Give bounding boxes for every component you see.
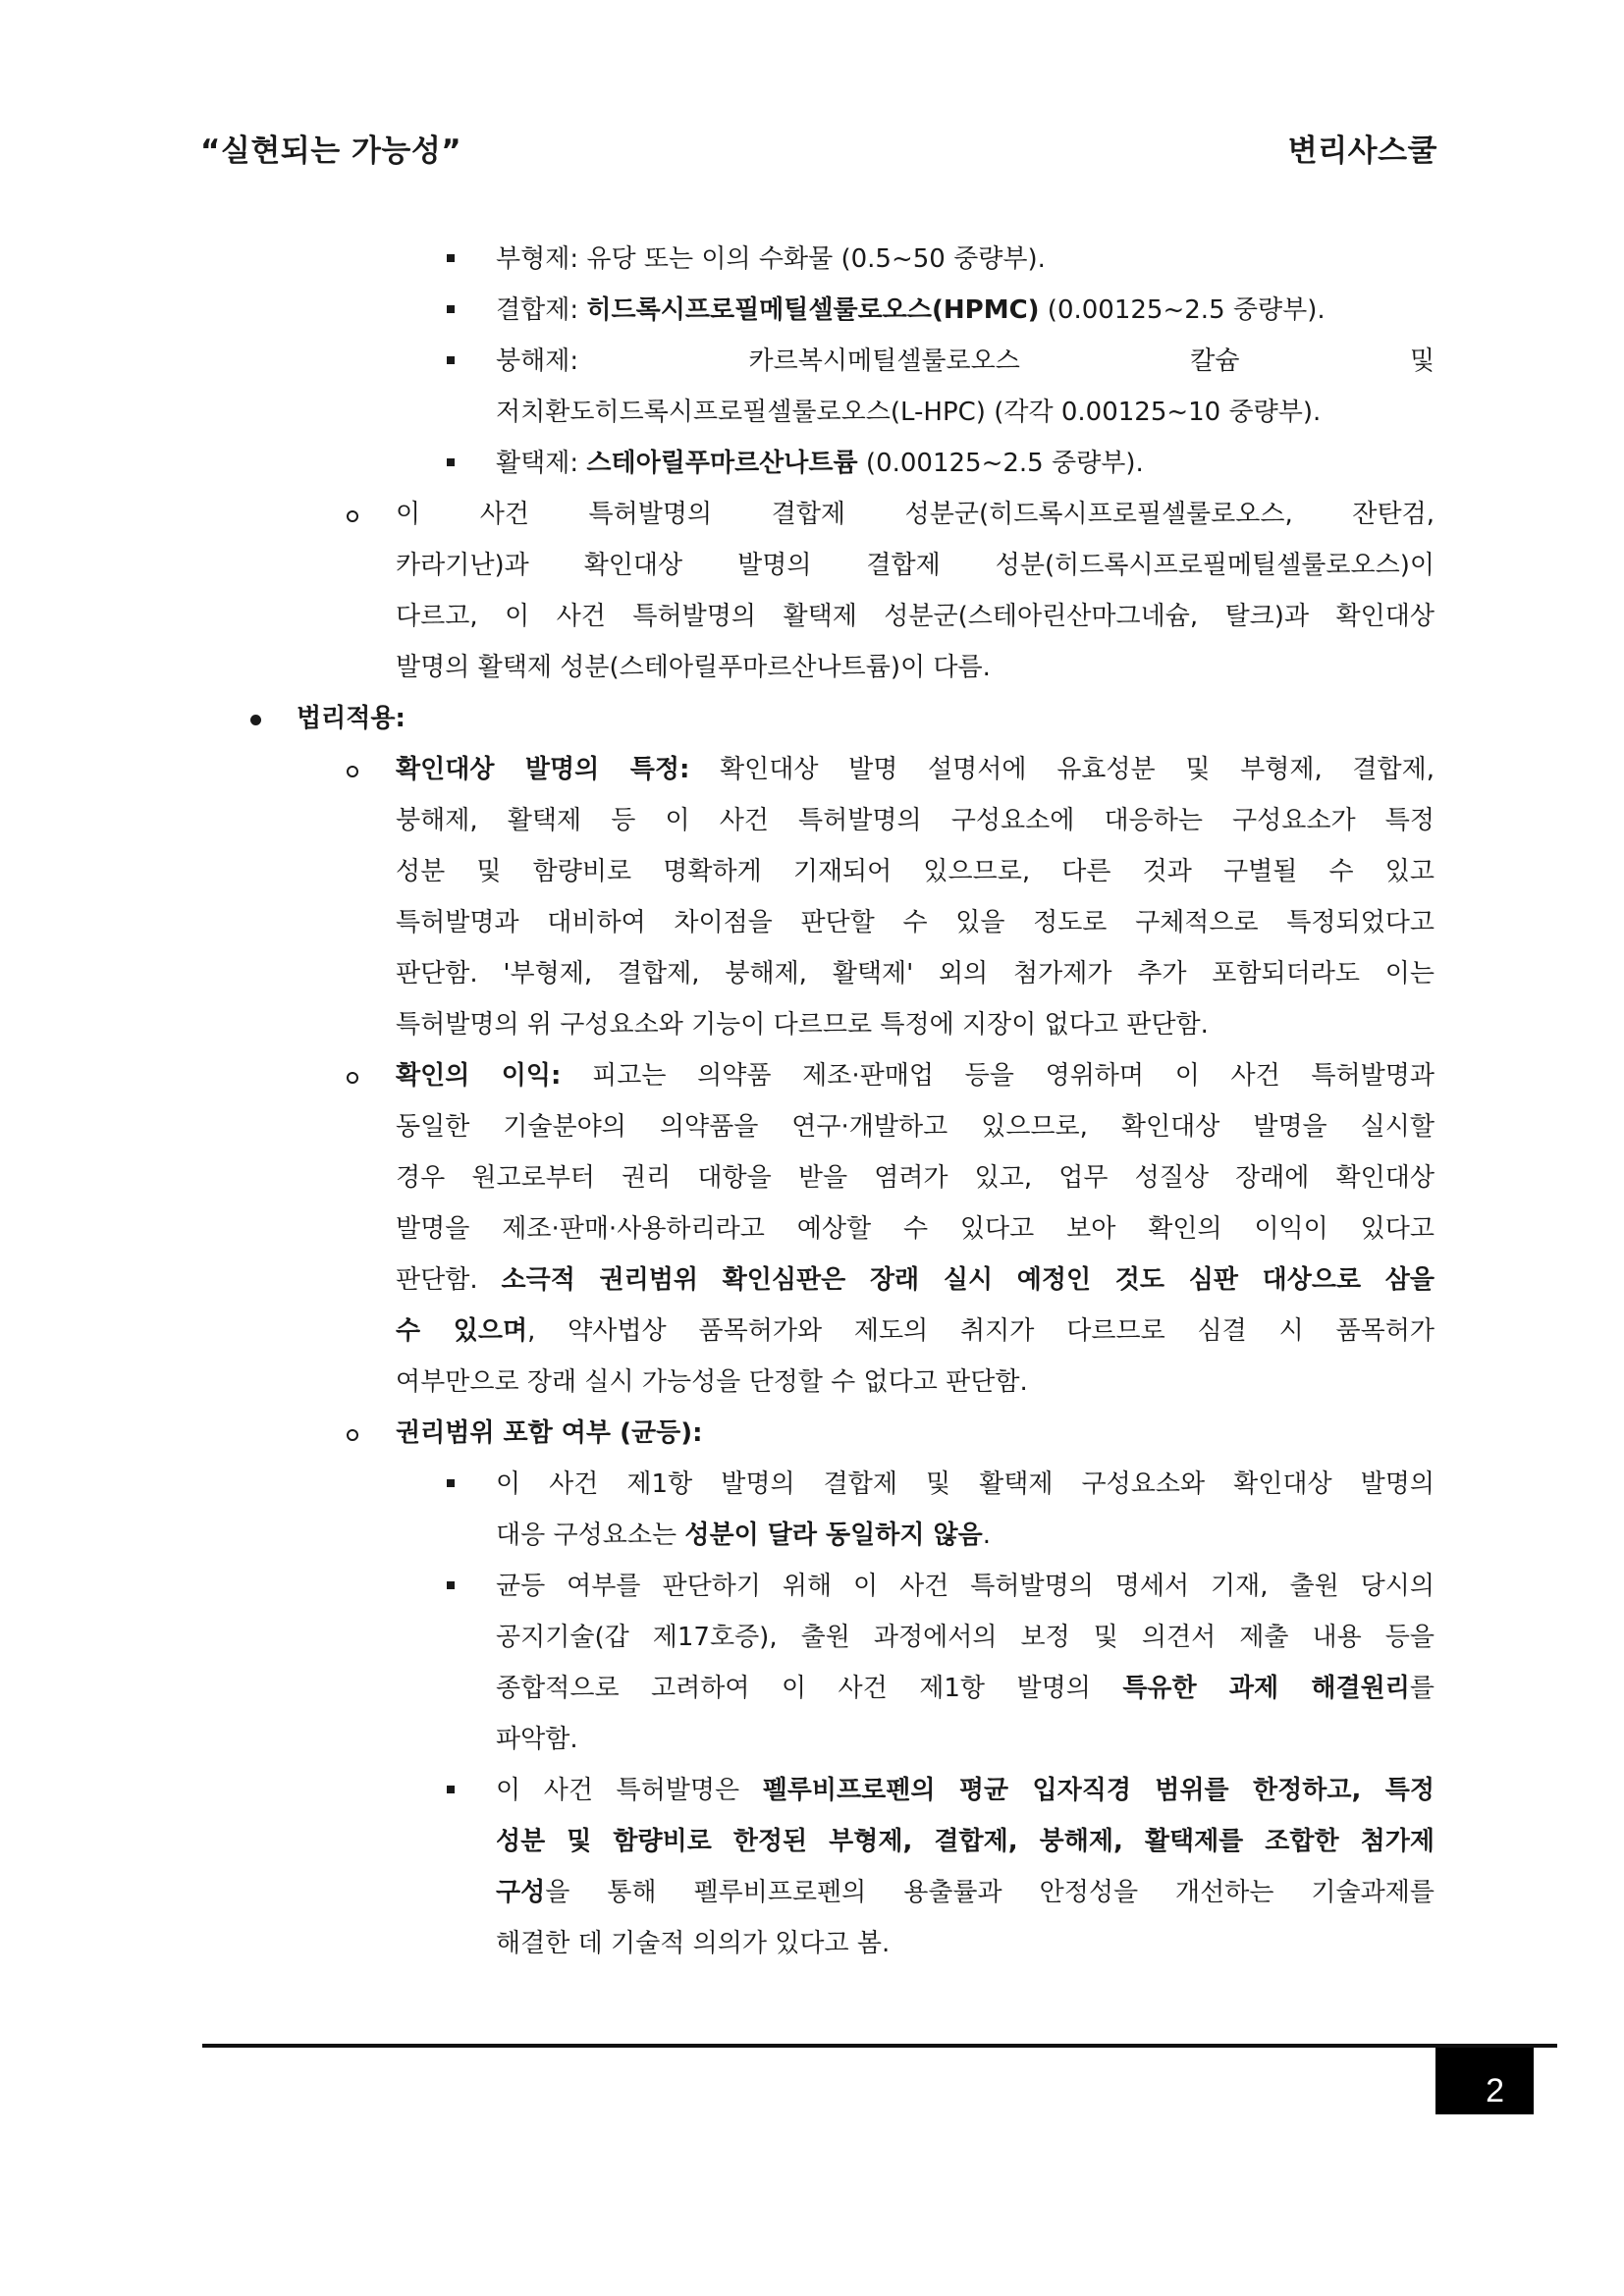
circle-bullet-icon [347, 1429, 358, 1441]
scope-item-line: 종합적으로 고려하여 이 사건 제1항 발명의 특유한 과제 해결원리를 [496, 1674, 1435, 1703]
header-title: “실현되는 가능성” [200, 133, 462, 169]
binder-item: 결합제: 히드록시프로필메틸셀룰로오스(HPMC) (0.00125~2.5 중량부). [496, 295, 1326, 325]
interest-line: 경우 원고로부터 권리 대항을 받을 염려가 있고, 업무 성질상 장래에 확인대상 [396, 1163, 1435, 1193]
footer-rule [202, 2044, 1557, 2048]
page-number-box [1435, 2048, 1534, 2114]
law-heading: 법리적용: [297, 704, 406, 733]
header-brand: 변리사스쿨 [1287, 133, 1437, 169]
comparison-line: 카라기난)과 확인대상 발명의 결합제 성분(히드록시프로필메틸셀룰로오스)이 [396, 551, 1435, 580]
interest-line: 동일한 기술분야의 의약품을 연구·개발하고 있으므로, 확인대상 발명을 실시할 [396, 1112, 1435, 1142]
circle-bullet-icon [347, 510, 358, 522]
interest-line: 여부만으로 장래 실시 가능성을 단정할 수 없다고 판단함. [396, 1367, 1028, 1397]
specificity-line: 붕해제, 활택제 등 이 사건 특허발명의 구성요소에 대응하는 구성요소가 특정 [396, 806, 1435, 835]
specificity-line: 특허발명의 위 구성요소와 기능이 다르므로 특정에 지장이 없다고 판단함. [396, 1010, 1209, 1040]
disintegrant-item-line1: 붕해제: 카르복시메틸셀룰로오스 칼슘 및 [496, 347, 1435, 376]
comparison-line: 이 사건 특허발명의 결합제 성분군(히드록시프로필셀룰로오스, 잔탄검, [396, 500, 1435, 529]
excipient-item: 부형제: 유당 또는 이의 수화물 (0.5~50 중량부). [496, 244, 1046, 274]
circle-bullet-icon [347, 1072, 358, 1084]
scope-item-line: 이 사건 제1항 발명의 결합제 및 활택제 구성요소와 확인대상 발명의 [496, 1469, 1435, 1499]
scope-item-line: 대응 구성요소는 성분이 달라 동일하지 않음. [496, 1521, 992, 1550]
comparison-line: 발명의 활택제 성분(스테아릴푸마르산나트륨)이 다름. [396, 653, 991, 682]
scope-item-line: 성분 및 함량비로 한정된 부형제, 결합제, 붕해제, 활택제를 조합한 첨가제 [496, 1827, 1435, 1856]
scope-item-line: 이 사건 특허발명은 펠루비프로펜의 평균 입자직경 범위를 한정하고, 특정 [496, 1776, 1435, 1805]
page-number: 2 [1486, 2072, 1504, 2109]
specificity-line: 성분 및 함량비로 명확하게 기재되어 있으므로, 다른 것과 구별될 수 있고 [396, 857, 1435, 886]
scope-item-line: 구성을 통해 펠루비프로펜의 용출률과 안정성을 개선하는 기술과제를 [496, 1878, 1435, 1907]
square-bullet-icon [447, 458, 455, 466]
scope-item-line: 균등 여부를 판단하기 위해 이 사건 특허발명의 명세서 기재, 출원 당시의 [496, 1572, 1435, 1601]
square-bullet-icon [447, 1581, 455, 1589]
square-bullet-icon [447, 356, 455, 364]
square-bullet-icon [447, 254, 455, 262]
scope-item-line: 파악함. [496, 1725, 578, 1754]
interest-line: 판단함. 소극적 권리범위 확인심판은 장래 실시 예정인 것도 심판 대상으로 삼을 [396, 1265, 1435, 1295]
disintegrant-item-line2: 저치환도히드록시프로필셀룰로오스(L-HPC) (각각 0.00125~10 중량부). [496, 398, 1322, 427]
interest-line: 발명을 제조·판매·사용하리라고 예상할 수 있다고 보아 확인의 이익이 있다고 [396, 1214, 1435, 1244]
square-bullet-icon [447, 1479, 455, 1487]
scope-item-line: 공지기술(갑 제17호증), 출원 과정에서의 보정 및 의견서 제출 내용 등을 [496, 1623, 1435, 1652]
specificity-line: 특허발명과 대비하여 차이점을 판단할 수 있을 정도로 구체적으로 특정되었다고 [396, 908, 1435, 937]
interest-line: 수 있으며, 약사법상 품목허가와 제도의 취지가 다르므로 심결 시 품목허가 [396, 1316, 1435, 1346]
circle-bullet-icon [347, 766, 358, 777]
lubricant-item: 활택제: 스테아릴푸마르산나트륨 (0.00125~2.5 중량부). [496, 449, 1144, 478]
interest-line: 확인의 이익: 피고는 의약품 제조·판매업 등을 영위하며 이 사건 특허발명과 [396, 1061, 1435, 1091]
square-bullet-icon [447, 305, 455, 313]
square-bullet-icon [447, 1786, 455, 1793]
comparison-line: 다르고, 이 사건 특허발명의 활택제 성분군(스테아린산마그네슘, 탈크)과 확인대상 [396, 602, 1435, 631]
specificity-line: 판단함. '부형제, 결합제, 붕해제, 활택제' 외의 첨가제가 추가 포함되더라도 이는 [396, 959, 1435, 988]
specificity-line: 확인대상 발명의 특정: 확인대상 발명 설명서에 유효성분 및 부형제, 결합제, [396, 755, 1435, 784]
scope-item-line: 해결한 데 기술적 의의가 있다고 봄. [496, 1929, 891, 1958]
disc-bullet-icon [250, 715, 261, 725]
scope-heading: 권리범위 포함 여부 (균등): [396, 1418, 703, 1448]
